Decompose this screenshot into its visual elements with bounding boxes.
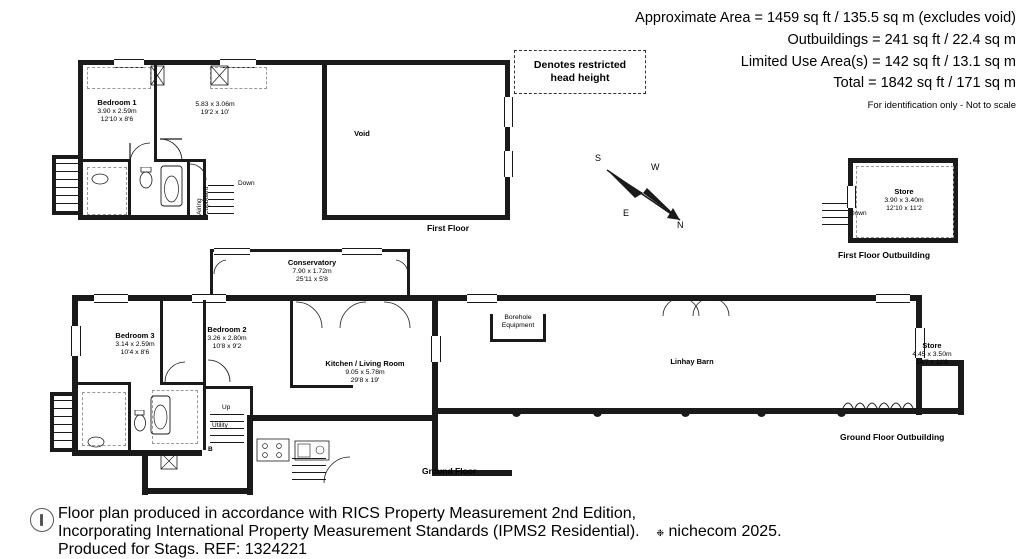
door-icon [189,163,207,181]
room-label-second-bedroom-ff: 5.83 x 3.06m 19'2 x 10' [195,101,235,117]
label-up: Up [222,404,231,411]
restricted-head-height-key [514,50,646,94]
door-icon [294,300,324,330]
label-airing-cupboard-2: Cupboard [203,186,210,215]
staircase-ground-left [52,394,78,449]
door-icon [163,360,187,384]
room-label-bedroom-1: Bedroom 1 3.90 x 2.59m 12'10 x 8'6 [97,98,137,123]
footer-line-1: Floor plan produced in accordance with RICS Property Measurement 2nd Edition, [58,505,637,522]
barn-post [681,408,690,417]
door-icon [338,300,368,330]
staircase-up [210,408,244,452]
barn-post [512,408,521,417]
ribbon-icon: ❉ [656,528,665,538]
barn-post [757,408,766,417]
roof-window-icon [210,65,230,87]
label-utility: Utility [212,422,228,429]
room-label-linhay-barn: Linhay Barn [670,357,714,366]
wc-icon [160,452,178,470]
label-airing-cupboard: Airing [196,198,203,215]
label-down-outbuilding: Down [850,210,867,217]
summary-line-limited-use: Limited Use Area(s) = 142 sq ft / 13.1 sq m [740,53,1016,70]
summary-line-outbuildings: Outbuildings = 241 sq ft / 22.4 sq m [787,31,1016,48]
first-floor-plan [42,55,492,235]
title-ground-floor: Ground Floor [422,466,477,476]
summary-line-total-area: Approximate Area = 1459 sq ft / 135.5 sq m (excludes void) [635,10,1016,26]
door-icon [382,300,412,330]
compass-label-e: E [623,208,630,218]
room-label-bedroom-3: Bedroom 3 3.14 x 2.59m 10'4 x 8'6 [115,331,155,356]
bath-icon [160,165,184,209]
staircase-outbuilding [822,198,848,232]
staircase-down [208,181,234,219]
title-first-floor-outbuilding: First Floor Outbuilding [838,250,931,260]
roof-window-icon [150,65,166,87]
title-first-floor: First Floor [427,223,470,233]
footer-line-2a: Incorporating International Property Measurement Standards (IPMS2 Residential). [58,523,640,540]
compass-rose [585,148,700,238]
footer-line-2b: 2025. [741,523,782,540]
door-icon [158,137,184,163]
room-label-store-first-floor: Store 3.90 x 3.40m 12'10 x 11'2 [884,187,924,212]
summary-line-total: Total = 1842 sq ft / 171 sq m [833,75,1016,92]
basin-icon [86,436,106,448]
partition-squiggle-icon [842,392,920,416]
room-label-bedroom-2: Bedroom 2 3.26 x 2.80m 10'8 x 9'2 [207,325,247,350]
door-icon [128,141,154,165]
first-floor-outbuilding-plan [808,158,978,288]
footer-line-3: Produced for Stags. REF: 1324221 [58,541,308,558]
door-icon [394,258,410,276]
kitchen-units-icon [256,438,290,464]
key-line-1: Denotes restricted [533,58,627,71]
toilet-icon [132,410,148,434]
room-label-void: Void [354,129,370,138]
compass-label-s: S [595,153,602,163]
copyright-icon [30,508,54,532]
basin-icon [90,173,110,185]
compass-label-n: N [677,220,684,230]
toilet-icon [137,167,155,193]
summary-note: For identification only - Not to scale [867,100,1016,111]
staircase [54,157,82,213]
room-label-store-ground: Store 4.45 x 3.50m 14'7 x 11'6 [912,341,952,366]
room-label-conservatory: Conservatory 7.90 x 1.72m 25'11 x 5'8 [287,258,337,283]
door-icon [322,455,352,485]
door-icon [206,358,232,384]
door-icon [212,258,228,276]
label-down-first-floor: Down [238,180,255,187]
footer-note [58,505,782,559]
barn-post [593,408,602,417]
key-line-2: head height [550,72,610,84]
footer-brand: nichecom [668,523,738,540]
bath-icon [150,395,172,437]
double-door-icon [692,296,730,324]
compass-label-w: W [651,162,660,172]
room-label-kitchen-living: Kitchen / Living Room 9.05 x 5.78m 29'8 x 19' [325,359,405,384]
area-summary [635,8,1016,113]
label-wc: B [208,446,213,453]
label-borehole-equipment: Borehole Equipment [501,314,535,330]
title-ground-floor-outbuilding: Ground Floor Outbuilding [840,432,945,442]
